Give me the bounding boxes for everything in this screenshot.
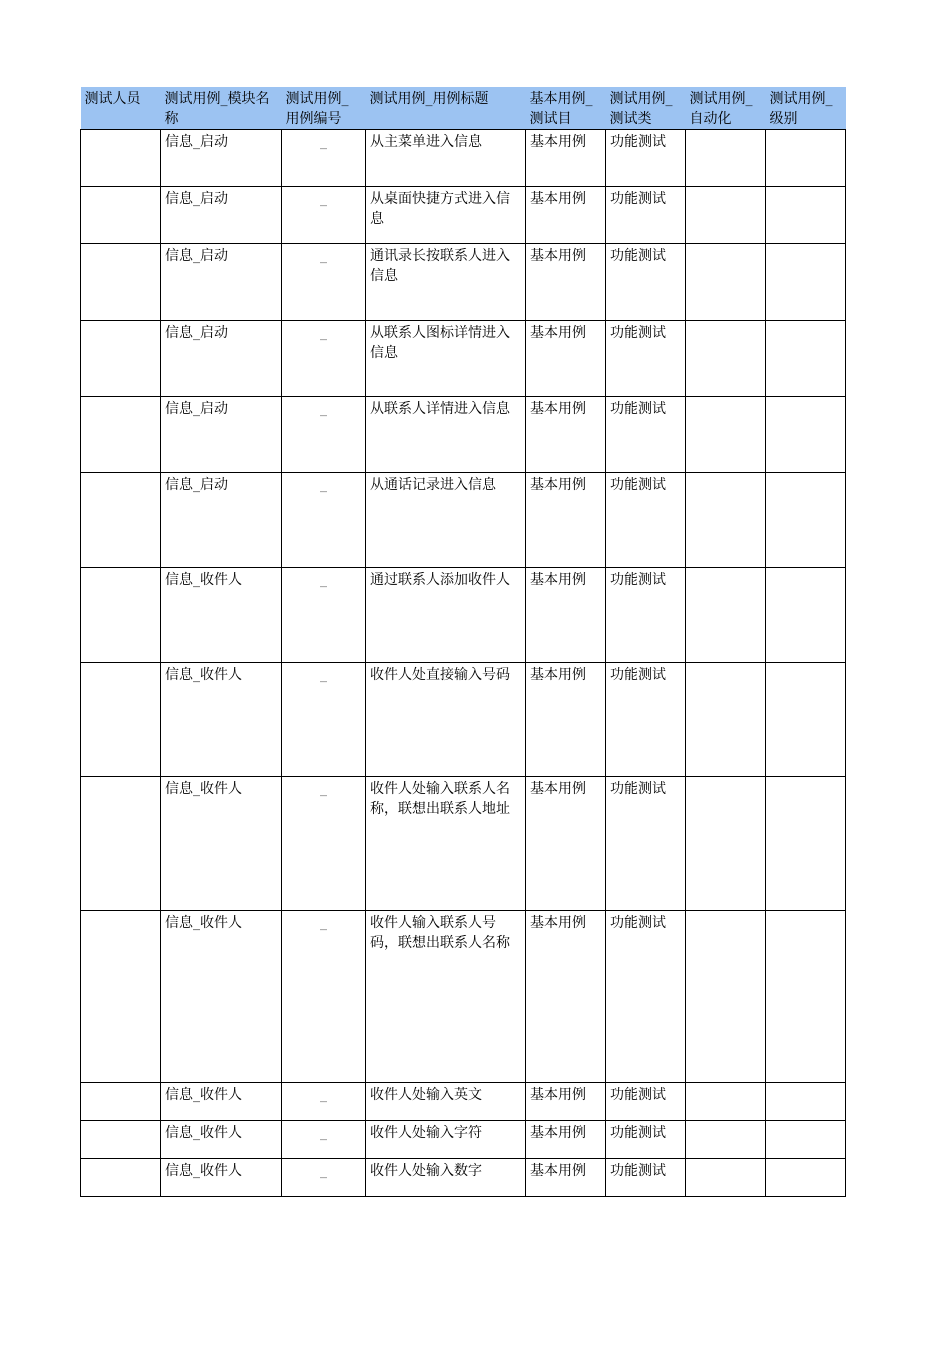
cell-tester (81, 187, 161, 244)
cell-purpose: 基本用例 (526, 568, 606, 663)
cell-module: 信息_收件人 (161, 663, 282, 777)
table-row (81, 911, 846, 1083)
header-title: 测试用例_用例标题 (366, 87, 526, 130)
cell-purpose: 基本用例 (526, 321, 606, 397)
cell-type: 功能测试 (606, 473, 686, 568)
cell-automation (686, 1121, 766, 1159)
cell-type: 功能测试 (606, 1121, 686, 1159)
cell-module: 信息_收件人 (161, 1121, 282, 1159)
cell-type: 功能测试 (606, 777, 686, 911)
cell-tester (81, 663, 161, 777)
cell-tester (81, 1159, 161, 1197)
header-tester: 测试人员 (81, 87, 161, 130)
cell-case-id: _ (282, 1121, 366, 1159)
cell-type: 功能测试 (606, 663, 686, 777)
cell-title: 从联系人图标详情进入信息 (366, 321, 526, 397)
cell-level (766, 777, 846, 911)
cell-level (766, 568, 846, 663)
cell-purpose: 基本用例 (526, 663, 606, 777)
cell-case-id: _ (282, 911, 366, 1083)
cell-module: 信息_收件人 (161, 911, 282, 1083)
cell-case-id: _ (282, 130, 366, 187)
cell-automation (686, 777, 766, 911)
cell-automation (686, 473, 766, 568)
cell-case-id: _ (282, 1083, 366, 1121)
cell-tester (81, 244, 161, 321)
cell-level (766, 1121, 846, 1159)
cell-title: 从联系人详情进入信息 (366, 397, 526, 473)
cell-case-id: _ (282, 397, 366, 473)
cell-purpose: 基本用例 (526, 777, 606, 911)
header-level: 测试用例_级别 (766, 87, 846, 130)
cell-tester (81, 397, 161, 473)
cell-title: 收件人处直接输入号码 (366, 663, 526, 777)
cell-tester (81, 1121, 161, 1159)
cell-title: 收件人处输入英文 (366, 1083, 526, 1121)
cell-level (766, 663, 846, 777)
table-row (81, 1159, 846, 1197)
cell-automation (686, 1083, 766, 1121)
cell-type: 功能测试 (606, 911, 686, 1083)
cell-level (766, 130, 846, 187)
cell-automation (686, 911, 766, 1083)
cell-automation (686, 321, 766, 397)
table-row (81, 777, 846, 911)
cell-module: 信息_启动 (161, 244, 282, 321)
cell-level (766, 397, 846, 473)
cell-title: 通过联系人添加收件人 (366, 568, 526, 663)
cell-type: 功能测试 (606, 568, 686, 663)
cell-tester (81, 130, 161, 187)
cell-type: 功能测试 (606, 130, 686, 187)
cell-case-id: _ (282, 663, 366, 777)
cell-case-id: _ (282, 244, 366, 321)
cell-automation (686, 663, 766, 777)
cell-tester (81, 911, 161, 1083)
table-row (81, 321, 846, 397)
cell-title: 从桌面快捷方式进入信息 (366, 187, 526, 244)
cell-purpose: 基本用例 (526, 397, 606, 473)
header-module: 测试用例_模块名称 (161, 87, 282, 130)
cell-case-id: _ (282, 777, 366, 911)
cell-case-id: _ (282, 187, 366, 244)
cell-type: 功能测试 (606, 1159, 686, 1197)
cell-title: 收件人处输入字符 (366, 1121, 526, 1159)
cell-tester (81, 568, 161, 663)
cell-title: 收件人处输入联系人名称，联想出联系人地址 (366, 777, 526, 911)
table-row (81, 473, 846, 568)
test-case-table (80, 87, 846, 1197)
test-case-sheet (80, 87, 845, 1197)
cell-type: 功能测试 (606, 1083, 686, 1121)
cell-tester (81, 1083, 161, 1121)
table-row (81, 1083, 846, 1121)
cell-title: 通讯录长按联系人进入信息 (366, 244, 526, 321)
cell-type: 功能测试 (606, 244, 686, 321)
cell-module: 信息_收件人 (161, 777, 282, 911)
cell-purpose: 基本用例 (526, 911, 606, 1083)
table-row (81, 244, 846, 321)
cell-automation (686, 397, 766, 473)
cell-case-id: _ (282, 568, 366, 663)
cell-level (766, 473, 846, 568)
cell-automation (686, 244, 766, 321)
cell-purpose: 基本用例 (526, 244, 606, 321)
table-row (81, 568, 846, 663)
cell-tester (81, 473, 161, 568)
cell-automation (686, 1159, 766, 1197)
cell-module: 信息_启动 (161, 130, 282, 187)
table-row (81, 1121, 846, 1159)
cell-level (766, 244, 846, 321)
cell-title: 从通话记录进入信息 (366, 473, 526, 568)
cell-level (766, 1083, 846, 1121)
cell-type: 功能测试 (606, 397, 686, 473)
cell-purpose: 基本用例 (526, 473, 606, 568)
cell-module: 信息_收件人 (161, 568, 282, 663)
header-case-id: 测试用例_用例编号 (282, 87, 366, 130)
cell-title: 从主菜单进入信息 (366, 130, 526, 187)
header-automation: 测试用例_自动化 (686, 87, 766, 130)
cell-level (766, 187, 846, 244)
header-type: 测试用例_测试类 (606, 87, 686, 130)
table-row (81, 397, 846, 473)
cell-module: 信息_启动 (161, 187, 282, 244)
cell-purpose: 基本用例 (526, 1159, 606, 1197)
table-row (81, 663, 846, 777)
cell-tester (81, 321, 161, 397)
cell-level (766, 911, 846, 1083)
header-row (81, 87, 846, 130)
cell-tester (81, 777, 161, 911)
cell-purpose: 基本用例 (526, 1083, 606, 1121)
table-row (81, 187, 846, 244)
cell-case-id: _ (282, 473, 366, 568)
cell-automation (686, 187, 766, 244)
cell-module: 信息_收件人 (161, 1159, 282, 1197)
cell-module: 信息_收件人 (161, 1083, 282, 1121)
cell-automation (686, 568, 766, 663)
cell-type: 功能测试 (606, 187, 686, 244)
cell-automation (686, 130, 766, 187)
cell-level (766, 1159, 846, 1197)
cell-purpose: 基本用例 (526, 130, 606, 187)
cell-purpose: 基本用例 (526, 1121, 606, 1159)
table-row (81, 130, 846, 187)
cell-module: 信息_启动 (161, 321, 282, 397)
cell-case-id: _ (282, 1159, 366, 1197)
cell-module: 信息_启动 (161, 397, 282, 473)
cell-type: 功能测试 (606, 321, 686, 397)
header-purpose: 基本用例_测试目 (526, 87, 606, 130)
cell-title: 收件人处输入数字 (366, 1159, 526, 1197)
cell-case-id: _ (282, 321, 366, 397)
cell-level (766, 321, 846, 397)
cell-module: 信息_启动 (161, 473, 282, 568)
cell-title: 收件人输入联系人号码，联想出联系人名称 (366, 911, 526, 1083)
cell-purpose: 基本用例 (526, 187, 606, 244)
